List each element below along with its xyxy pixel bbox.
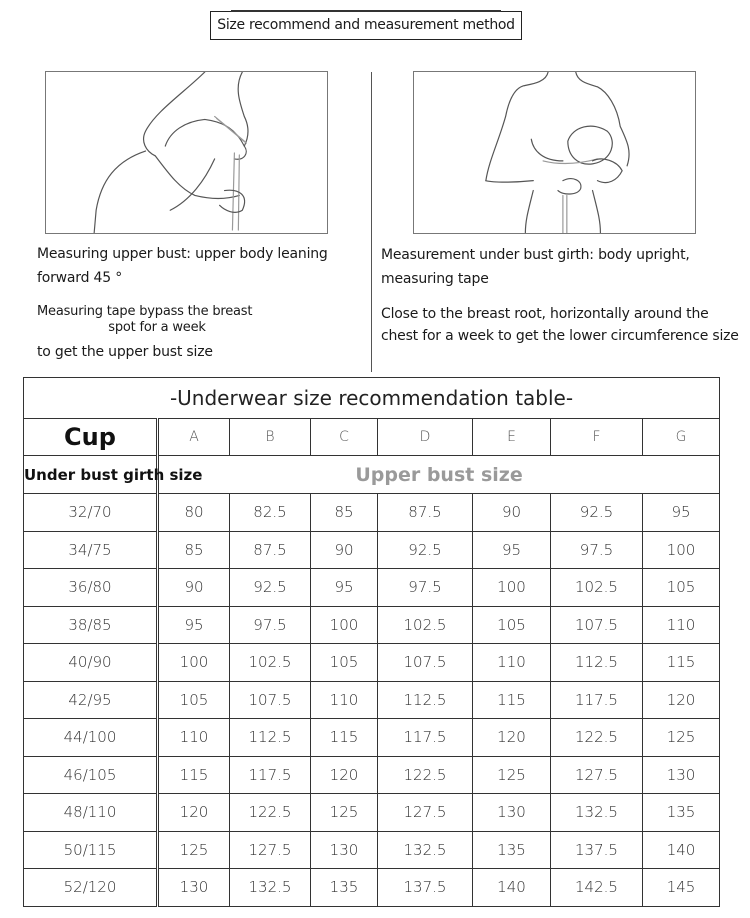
under-bust-cell: 36/80 — [24, 569, 158, 607]
table-caption: -Underwear size recommendation table- — [24, 378, 720, 419]
upper-bust-cell: 120 — [643, 681, 720, 719]
upper-bust-cell: 115 — [643, 644, 720, 682]
upper-bust-cell: 142.5 — [551, 869, 643, 907]
upper-bust-cell: 90 — [473, 494, 551, 532]
upper-bust-cell: 92.5 — [378, 531, 473, 569]
upper-bust-cell: 115 — [473, 681, 551, 719]
upper-bust-cell: 100 — [473, 569, 551, 607]
table-row — [24, 644, 720, 682]
upper-bust-cell: 122.5 — [551, 719, 643, 757]
upper-bust-cell: 120 — [473, 719, 551, 757]
upper-bust-cell: 112.5 — [551, 644, 643, 682]
upper-bust-measurement-illustration — [45, 71, 328, 234]
upper-bust-cell: 132.5 — [230, 869, 311, 907]
cup-column-header: E — [473, 419, 551, 456]
upper-bust-cell: 130 — [643, 756, 720, 794]
upper-bust-cell: 107.5 — [551, 606, 643, 644]
cup-column-header: F — [551, 419, 643, 456]
upper-bust-cell: 95 — [473, 531, 551, 569]
upper-bust-cell: 125 — [473, 756, 551, 794]
under-bust-cell: 32/70 — [24, 494, 158, 532]
upper-bust-cell: 122.5 — [230, 794, 311, 832]
upper-bust-cell: 130 — [311, 831, 378, 869]
upper-bust-cell: 102.5 — [378, 606, 473, 644]
upper-bust-cell: 85 — [311, 494, 378, 532]
upper-bust-cell: 95 — [158, 606, 230, 644]
table-row — [24, 606, 720, 644]
upper-bust-cell: 80 — [158, 494, 230, 532]
upper-bust-cell: 107.5 — [230, 681, 311, 719]
table-row — [24, 531, 720, 569]
upper-bust-cell: 102.5 — [230, 644, 311, 682]
upper-bust-cell: 92.5 — [551, 494, 643, 532]
under-bust-cell: 46/105 — [24, 756, 158, 794]
upper-bust-detail-line-2: spot for a week — [108, 320, 206, 335]
vertical-divider — [371, 72, 372, 372]
upper-bust-cell: 130 — [473, 794, 551, 832]
upper-bust-cell: 100 — [311, 606, 378, 644]
upper-bust-cell: 97.5 — [551, 531, 643, 569]
upper-bust-header: Upper bust size — [158, 456, 720, 494]
table-row — [24, 719, 720, 757]
upper-bust-cell: 105 — [311, 644, 378, 682]
upper-bust-cell: 110 — [311, 681, 378, 719]
under-bust-cell: 40/90 — [24, 644, 158, 682]
upper-bust-cell: 85 — [158, 531, 230, 569]
upper-bust-cell: 87.5 — [230, 531, 311, 569]
under-bust-cell: 50/115 — [24, 831, 158, 869]
upper-bust-detail-line-1: Measuring tape bypass the breast — [37, 304, 253, 319]
table-row — [24, 869, 720, 907]
upper-bust-cell: 115 — [311, 719, 378, 757]
under-bust-cell: 42/95 — [24, 681, 158, 719]
upper-bust-instruction-result: to get the upper bust size — [37, 344, 213, 360]
cup-column-header: A — [158, 419, 230, 456]
table-row — [24, 494, 720, 532]
under-bust-cell: 44/100 — [24, 719, 158, 757]
upper-bust-cell: 95 — [643, 494, 720, 532]
upper-bust-cell: 105 — [473, 606, 551, 644]
upper-bust-cell: 117.5 — [378, 719, 473, 757]
upper-bust-cell: 137.5 — [551, 831, 643, 869]
under-bust-cell: 52/120 — [24, 869, 158, 907]
upper-bust-cell: 117.5 — [230, 756, 311, 794]
upper-bust-cell: 102.5 — [551, 569, 643, 607]
size-recommendation-table — [23, 377, 720, 907]
upper-bust-instruction-detail — [37, 304, 277, 336]
upper-bust-cell: 120 — [158, 794, 230, 832]
upper-bust-cell: 135 — [643, 794, 720, 832]
upper-bust-cell: 110 — [643, 606, 720, 644]
upper-bust-cell: 87.5 — [378, 494, 473, 532]
upper-bust-cell: 112.5 — [378, 681, 473, 719]
upper-bust-cell: 92.5 — [230, 569, 311, 607]
upper-bust-cell: 112.5 — [230, 719, 311, 757]
table-row — [24, 794, 720, 832]
upper-bust-cell: 125 — [311, 794, 378, 832]
upper-bust-cell: 140 — [473, 869, 551, 907]
page-title: Size recommend and measurement method — [210, 11, 522, 40]
upper-bust-cell: 125 — [158, 831, 230, 869]
upper-bust-cell: 125 — [643, 719, 720, 757]
table-row — [24, 569, 720, 607]
upper-bust-cell: 117.5 — [551, 681, 643, 719]
upper-bust-cell: 135 — [311, 869, 378, 907]
upper-bust-cell: 97.5 — [230, 606, 311, 644]
upper-bust-cell: 82.5 — [230, 494, 311, 532]
cup-header: Cup — [24, 419, 158, 456]
upper-bust-cell: 107.5 — [378, 644, 473, 682]
upper-bust-cell: 110 — [158, 719, 230, 757]
upper-bust-cell: 105 — [643, 569, 720, 607]
under-bust-cell: 48/110 — [24, 794, 158, 832]
under-bust-cell: 34/75 — [24, 531, 158, 569]
upper-bust-cell: 90 — [158, 569, 230, 607]
upper-bust-cell: 115 — [158, 756, 230, 794]
upper-bust-instruction-title: Measuring upper bust: upper body leaning forward 45 ° — [37, 246, 328, 286]
upper-bust-cell: 110 — [473, 644, 551, 682]
cup-column-header: G — [643, 419, 720, 456]
upper-bust-cell: 122.5 — [378, 756, 473, 794]
upper-bust-cell: 127.5 — [551, 756, 643, 794]
table-row — [24, 756, 720, 794]
upper-bust-cell: 137.5 — [378, 869, 473, 907]
cup-column-header: B — [230, 419, 311, 456]
upper-bust-cell: 145 — [643, 869, 720, 907]
upper-bust-cell: 120 — [311, 756, 378, 794]
upper-bust-cell: 105 — [158, 681, 230, 719]
upper-bust-cell: 90 — [311, 531, 378, 569]
cup-column-header: D — [378, 419, 473, 456]
upper-bust-cell: 97.5 — [378, 569, 473, 607]
upper-bust-cell: 127.5 — [230, 831, 311, 869]
under-bust-header: Under bust girth size — [24, 456, 158, 494]
under-bust-instruction-title: Measurement under bust girth: body upright, measuring tape — [381, 247, 690, 287]
under-bust-measurement-illustration — [413, 71, 696, 234]
upper-bust-cell: 132.5 — [551, 794, 643, 832]
under-bust-instruction-detail: Close to the breast root, horizontally around the chest for a week to get the lower circumference size — [381, 306, 739, 344]
upper-bust-cell: 127.5 — [378, 794, 473, 832]
upper-bust-cell: 130 — [158, 869, 230, 907]
table-row — [24, 831, 720, 869]
under-bust-cell: 38/85 — [24, 606, 158, 644]
upper-bust-cell: 132.5 — [378, 831, 473, 869]
upper-bust-cell: 140 — [643, 831, 720, 869]
cup-column-header: C — [311, 419, 378, 456]
upper-bust-cell: 100 — [643, 531, 720, 569]
upper-bust-cell: 100 — [158, 644, 230, 682]
upper-bust-cell: 135 — [473, 831, 551, 869]
upper-bust-cell: 95 — [311, 569, 378, 607]
table-row — [24, 681, 720, 719]
